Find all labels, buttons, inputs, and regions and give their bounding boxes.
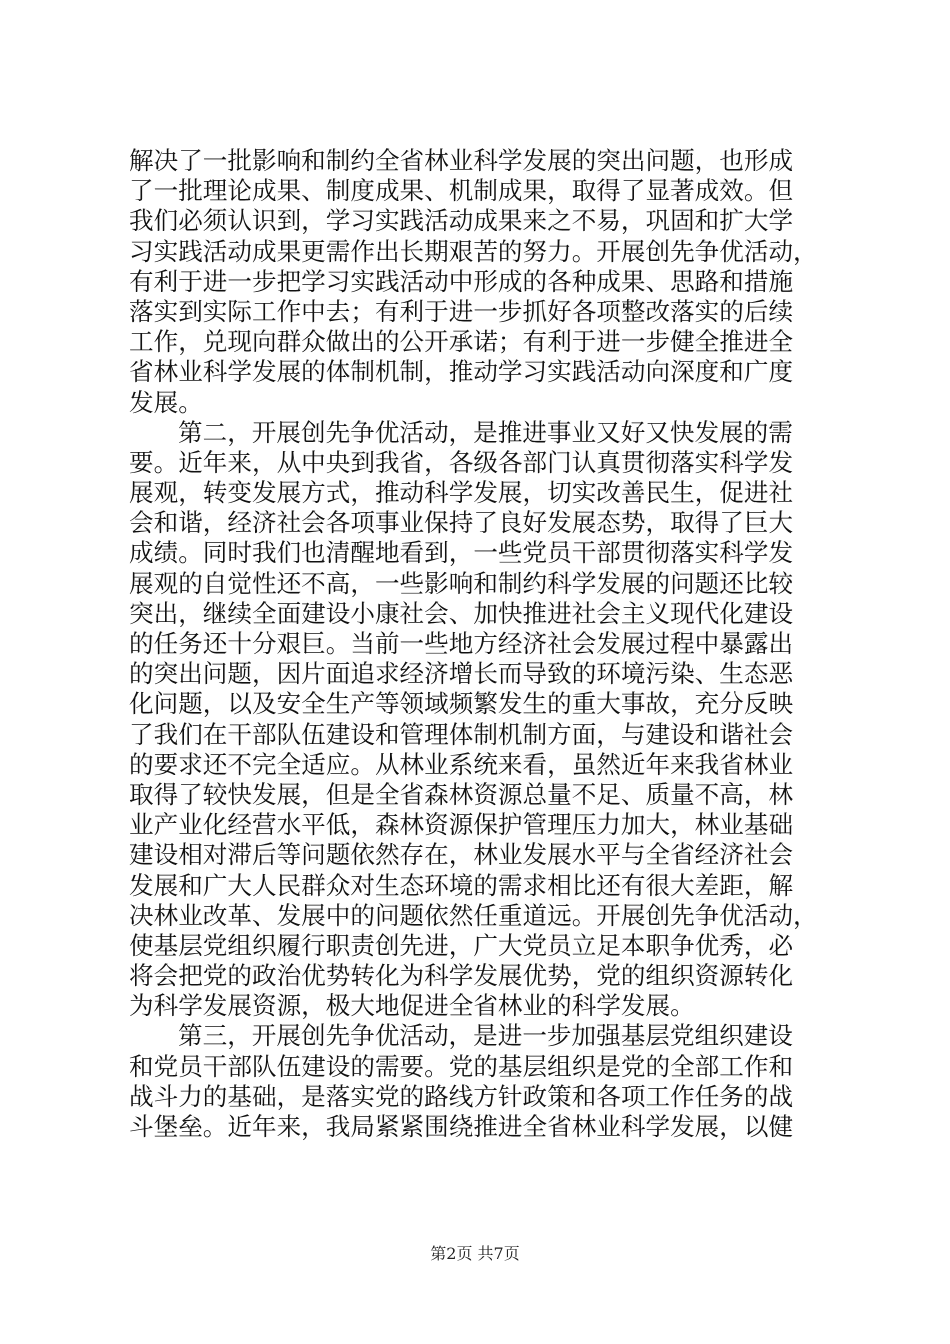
text-line: 有利于进一步把学习实践活动中形成的各种成果、思路和措施 — [129, 266, 794, 296]
text-line: 决林业改革、发展中的问题依然任重道远。开展创先争优活动， — [129, 900, 818, 930]
text-line: 建设相对滞后等问题依然存在，林业发展水平与全省经济社会 — [129, 840, 794, 870]
text-line: 了一批理论成果、制度成果、机制成果，取得了显著成效。但 — [129, 176, 794, 206]
paragraph-start-line: 第三，开展创先争优活动，是进一步加强基层党组织建设 — [178, 1021, 793, 1051]
text-line: 我们必须认识到，学习实践活动成果来之不易，巩固和扩大学 — [129, 206, 794, 236]
text-line: 省林业科学发展的体制机制，推动学习实践活动向深度和广度 — [129, 357, 794, 387]
text-line: 的任务还十分艰巨。当前一些地方经济社会发展过程中暴露出 — [129, 629, 794, 658]
page-number-footer: 第2页 共7页 — [430, 1244, 520, 1263]
text-line: 了我们在干部队伍建设和管理体制机制方面，与建设和谐社会 — [129, 719, 794, 749]
text-line: 落实到实际工作中去；有利于进一步抓好各项整改落实的后续 — [129, 296, 794, 326]
text-line: 工作，兑现向群众做出的公开承诺；有利于进一步健全推进全 — [129, 327, 794, 357]
text-line: 成绩。同时我们也清醒地看到，一些党员干部贯彻落实科学发 — [129, 538, 794, 568]
text-line: 展观，转变发展方式，推动科学发展，切实改善民生，促进社 — [129, 478, 794, 508]
text-line: 的突出问题，因片面追求经济增长而导致的环境污染、生态恶 — [129, 659, 794, 689]
text-line: 斗堡垒。近年来，我局紧紧围绕推进全省林业科学发展，以健 — [129, 1112, 794, 1141]
text-line: 化问题，以及安全生产等领域频繁发生的重大事故，充分反映 — [129, 689, 794, 719]
text-line: 为科学发展资源，极大地促进全省林业的科学发展。 — [129, 991, 695, 1021]
text-line: 发展和广大人民群众对生态环境的需求相比还有很大差距，解 — [129, 870, 794, 900]
text-line: 的要求还不完全适应。从林业系统来看，虽然近年来我省林业 — [129, 749, 794, 779]
text-line: 将会把党的政治优势转化为科学发展优势，党的组织资源转化 — [129, 961, 794, 991]
text-line: 业产业化经营水平低，森林资源保护管理压力加大，林业基础 — [129, 810, 794, 840]
text-line: 会和谐，经济社会各项事业保持了良好发展态势，取得了巨大 — [129, 508, 794, 538]
text-line: 展观的自觉性还不高，一些影响和制约科学发展的问题还比较 — [129, 568, 794, 598]
text-line: 取得了较快发展，但是全省森林资源总量不足、质量不高，林 — [129, 779, 794, 809]
text-line: 和党员干部队伍建设的需要。党的基层组织是党的全部工作和 — [129, 1051, 794, 1081]
text-line: 解决了一批影响和制约全省林业科学发展的突出问题，也形成 — [129, 146, 794, 175]
text-line: 习实践活动成果更需作出长期艰苦的努力。开展创先争优活动， — [129, 236, 818, 266]
text-line: 要。近年来，从中央到我省，各级各部门认真贯彻落实科学发 — [129, 447, 794, 477]
text-line: 突出，继续全面建设小康社会、加快推进社会主义现代化建设 — [129, 598, 794, 628]
document-body — [129, 146, 829, 1142]
text-line: 战斗力的基础，是落实党的路线方针政策和各项工作任务的战 — [129, 1081, 794, 1111]
text-line: 使基层党组织履行职责创先进，广大党员立足本职争优秀，必 — [129, 930, 794, 960]
paragraph-start-line: 第二，开展创先争优活动，是推进事业又好又快发展的需 — [178, 417, 793, 447]
text-line: 发展。 — [129, 387, 203, 417]
